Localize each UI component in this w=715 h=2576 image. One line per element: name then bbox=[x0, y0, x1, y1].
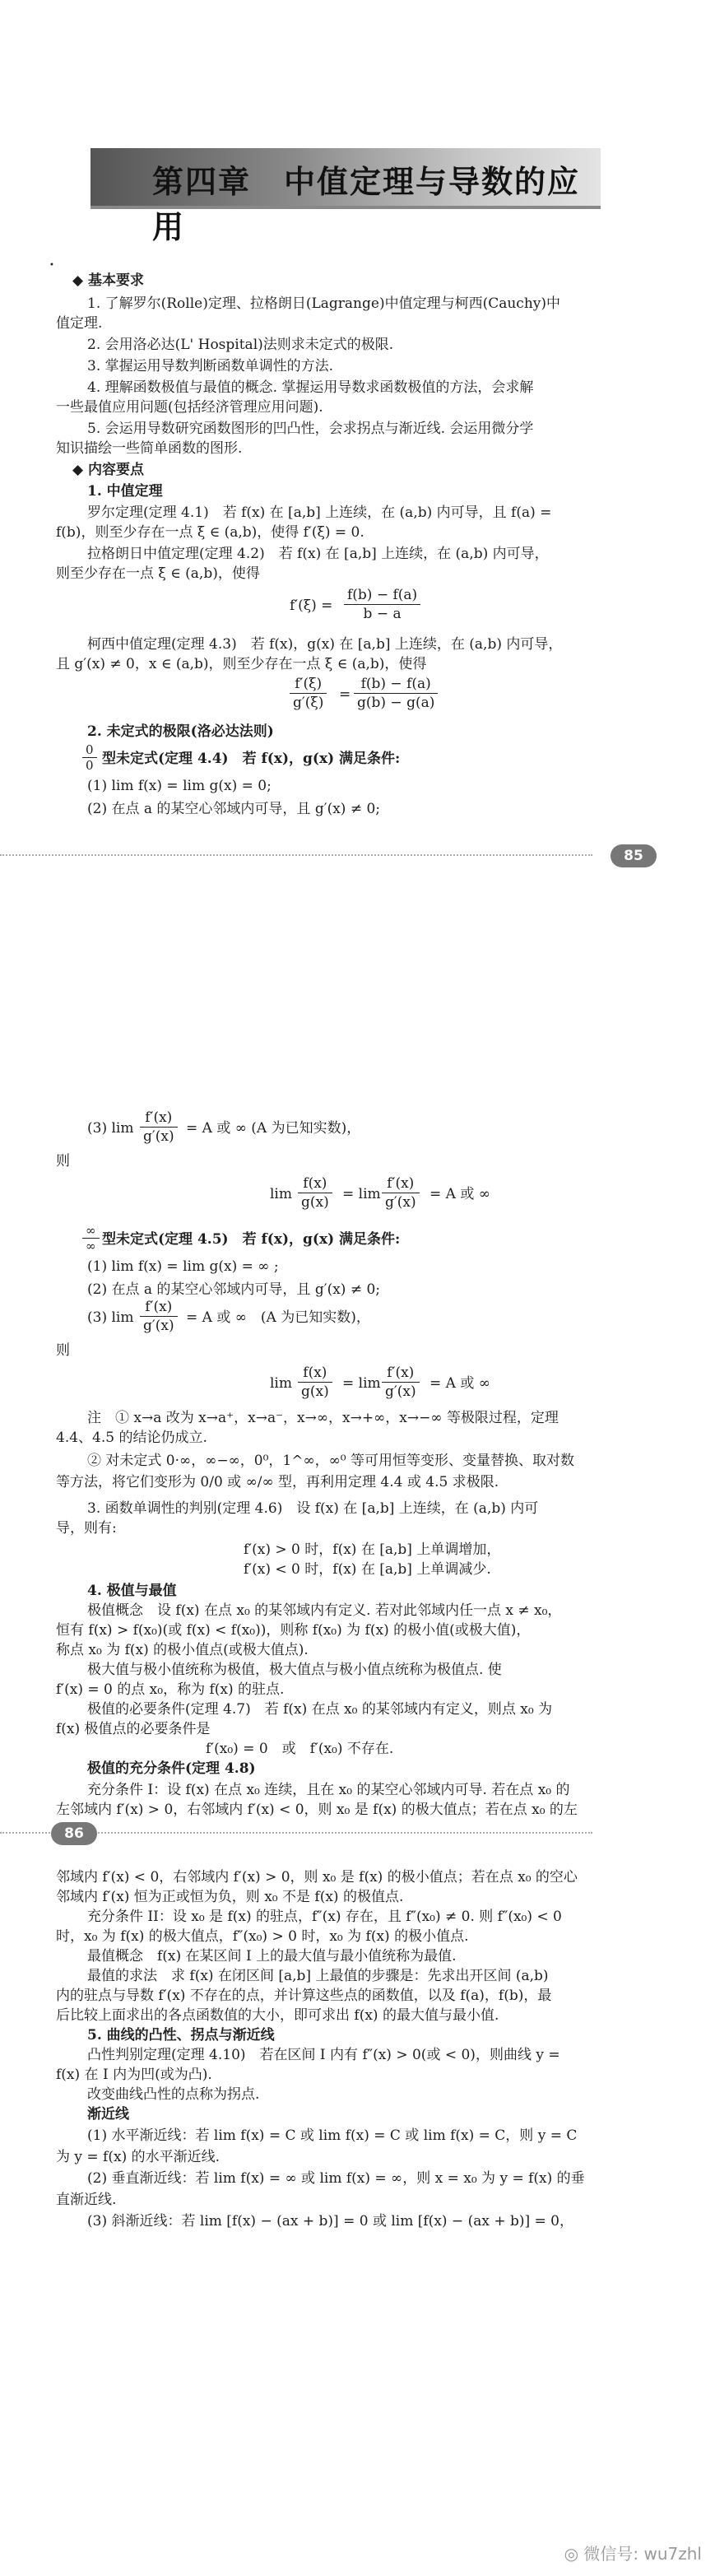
ext-c: 称点 x₀ 为 f(x) 的极小值点(或极大值点). bbox=[56, 1642, 309, 1658]
cauchy-left-fraction: $\frac{f'(\xi)}{g'(\xi)}$ bbox=[290, 675, 327, 712]
p3-line-13: 渐近线 bbox=[87, 2106, 129, 2123]
ext-b: 恒有 f(x) > f(x₀)(或 f(x) < f(x₀))，则称 f(x₀) 为 f(x) 的极小值(或极大值)， bbox=[56, 1622, 531, 1639]
req-5b: 知识描绘一些简单函数的图形. bbox=[56, 440, 243, 457]
lagrange-lhs: f′(ξ) = bbox=[290, 598, 333, 614]
req-2: 2. 会用洛必达(L' Hospital)法则求未定式的极限. bbox=[87, 337, 394, 353]
formula-1-lim: lim bbox=[270, 1186, 292, 1202]
inf-cond-1: (1) lim f(x) = lim g(x) = ∞ ; bbox=[87, 1258, 279, 1275]
p3-line-7: 内的驻点与导数 f′(x) 不存在的点，并计算这些点的函数值，以及 f(a)，f(b)，最 bbox=[56, 1988, 552, 2004]
cond-3-fraction: $\frac{f'(x)}{g'(x)}$ bbox=[140, 1109, 178, 1146]
lagrange-fraction: $\frac{f(b) - f(a)}{b - a}$ bbox=[344, 586, 420, 623]
p3-line-6: 最值的求法 求 f(x) 在闭区间 [a,b] 上最值的步骤是：先求出开区间 (a,b) bbox=[87, 1968, 549, 1984]
p3-line-3: 充分条件 II：设 x₀ 是 f(x) 的驻点，f″(x) 存在，且 f″(x₀) ≠ 0. 则 f″(x₀) < 0 bbox=[87, 1909, 562, 1925]
ext-e: f′(x) = 0 的点 x₀，称为 f(x) 的驻点. bbox=[56, 1681, 285, 1698]
page-number: 85 bbox=[611, 844, 657, 867]
p3-line-8: 后比较上面求出的各点函数值的大小，即可求出 f(x) 的最大值与最小值. bbox=[56, 2007, 499, 2024]
req-5a: 5. 会运用导数研究函数图形的凹凸性，会求拐点与渐近线. 会运用微分学 bbox=[87, 421, 534, 437]
page-86 bbox=[0, 1070, 715, 1698]
zero-zero-text: 型未定式(定理 4.4) 若 f(x)，g(x) 满足条件: bbox=[102, 751, 401, 767]
nec-a: 极值的必要条件(定理 4.7) 若 f(x) 在点 x₀ 的某邻域内有定义，则点 x₀ 为 bbox=[87, 1701, 553, 1718]
bullet-dot: • bbox=[49, 261, 54, 270]
mono-a: 3. 函数单调性的判别(定理 4.6) 设 f(x) 在 [a,b] 上连续，在 (a,b) 内可 bbox=[87, 1500, 539, 1517]
indeterminate-heading: 2. 未定式的极限(洛必达法则) bbox=[87, 723, 274, 740]
cauchy-equals: = bbox=[339, 686, 351, 703]
p3-line-14: (1) 水平渐近线：若 lim f(x) = C 或 lim f(x) = C 或 lim f(x) = C，则 y = C bbox=[87, 2127, 578, 2144]
suf1-a: 充分条件 I：设 f(x) 在点 x₀ 连续，且在 x₀ 的某空心邻域内可导. 若在点 x₀ 的 bbox=[87, 1782, 570, 1798]
p3-line-12: 改变曲线凸性的点称为拐点. bbox=[87, 2086, 260, 2103]
cauchy-b: 且 g′(x) ≠ 0，x ∈ (a,b)，则至少存在一点 ξ ∈ (a,b)，使得 bbox=[56, 656, 427, 672]
p3-line-15: 为 y = f(x) 的水平渐近线. bbox=[56, 2149, 221, 2165]
p3-line-11: f(x) 在 I 内为凹(或为凸). bbox=[56, 2067, 212, 2083]
then-1: 则 bbox=[56, 1153, 70, 1169]
lagrange-a: 拉格朗日中值定理(定理 4.2) 若 f(x) 在 [a,b] 上连续，在 (a,b) 内可导， bbox=[87, 546, 549, 562]
formula-2-frac-2: $\frac{f'(x)}{g'(x)}$ bbox=[382, 1364, 420, 1401]
mono-b: 导，则有: bbox=[56, 1520, 117, 1537]
cond-3-post: = A 或 ∞ (A 为已知实数)， bbox=[186, 1120, 361, 1137]
wechat-watermark: ◎ 微信号: wu7zhl bbox=[564, 2544, 702, 2564]
chapter-title-banner bbox=[91, 148, 601, 245]
mono-c2: f′(x) < 0 时，f(x) 在 [a,b] 上单调减少. bbox=[244, 1561, 491, 1578]
page-number-2: 86 bbox=[51, 1822, 97, 1845]
zero-zero-cond-2: (2) 在点 a 的某空心邻域内可导，且 g′(x) ≠ 0; bbox=[87, 801, 381, 817]
inf-cond-3-pre: (3) lim bbox=[87, 1309, 134, 1326]
ext-a: 极值概念 设 f(x) 在点 x₀ 的某邻域内有定义. 若对此邻域内任一点 x ≠ x₀， bbox=[87, 1602, 562, 1619]
basic-req-heading: ◆ 基本要求 bbox=[72, 272, 144, 289]
nec-b: f(x) 极值点的必要条件是 bbox=[56, 1721, 211, 1737]
rolle-b: f(b)，则至少存在一点 ξ ∈ (a,b)，使得 f′(ξ) = 0. bbox=[56, 524, 364, 541]
mono-c1: f′(x) > 0 时，f(x) 在 [a,b] 上单调增加， bbox=[244, 1541, 501, 1558]
formula-1-frac-1: $\frac{f(x)}{g(x)}$ bbox=[298, 1174, 332, 1211]
chapter-title: 第四章 中值定理与导数的应用 bbox=[152, 164, 581, 245]
inf-cond-3-fraction: $\frac{f'(x)}{g'(x)}$ bbox=[140, 1298, 178, 1335]
inf-cond-3-post: = A 或 ∞ (A 为已知实数)， bbox=[186, 1309, 370, 1326]
content-heading: ◆ 内容要点 bbox=[72, 462, 144, 478]
note-1b: 4.4、4.5 的结论仍成立. bbox=[56, 1430, 207, 1446]
p3-line-16: (2) 垂直渐近线：若 lim f(x) = ∞ 或 lim f(x) = ∞，则 x = x₀ 为 y = f(x) 的垂 bbox=[87, 2170, 585, 2187]
req-4b: 一些最值应用问题(包括经济管理应用问题). bbox=[56, 399, 323, 416]
req-1b: 值定理. bbox=[56, 315, 103, 332]
formula-1-frac-2: $\frac{f'(x)}{g'(x)}$ bbox=[382, 1174, 420, 1211]
req-3: 3. 掌握运用导数判断函数单调性的方法. bbox=[87, 358, 334, 374]
formula-1-post: = A 或 ∞ bbox=[429, 1186, 490, 1202]
p3-line-2: 邻域内 f′(x) 恒为正或恒为负，则 x₀ 不是 f(x) 的极值点. bbox=[56, 1889, 404, 1905]
note-1a: 注 ① x→a 改为 x→a⁺，x→a⁻，x→∞，x→+∞，x→−∞ 等极限过程，定理 bbox=[87, 1410, 559, 1426]
zero-zero-cond-1: (1) lim f(x) = lim g(x) = 0; bbox=[87, 778, 272, 794]
p3-line-17: 直渐近线. bbox=[56, 2192, 117, 2208]
req-4a: 4. 理解函数极值与最值的概念. 掌握运用导数求函数极值的方法，会求解 bbox=[87, 379, 534, 396]
suf1-b: 左邻域内 f′(x) > 0，右邻域内 f′(x) < 0，则 x₀ 是 f(x) 的极大值点；若在点 x₀ 的左 bbox=[56, 1802, 578, 1818]
suf-heading: 极值的充分条件(定理 4.8) bbox=[87, 1760, 256, 1777]
p3-line-5: 最值概念 f(x) 在某区间 I 上的最大值与最小值统称为最值. bbox=[87, 1948, 457, 1965]
cauchy-right-fraction: $\frac{f(b) - f(a)}{g(b) - g(a)}$ bbox=[354, 675, 438, 712]
inf-cond-2: (2) 在点 a 的某空心邻域内可导，且 g′(x) ≠ 0; bbox=[87, 1281, 381, 1298]
cond-3-pre: (3) lim bbox=[87, 1120, 134, 1137]
mvt-heading: 1. 中值定理 bbox=[87, 483, 163, 500]
zero-over-zero: $\frac{0}{0}$ bbox=[82, 742, 97, 773]
lagrange-b: 则至少存在一点 ξ ∈ (a,b)，使得 bbox=[56, 565, 260, 582]
p3-line-10: 凸性判别定理(定理 4.10) 若在区间 I 内有 f″(x) > 0(或 < 0)，则曲线 y = bbox=[87, 2047, 560, 2063]
formula-2-post: = A 或 ∞ bbox=[429, 1375, 490, 1392]
p3-line-9: 5. 曲线的凸性、拐点与渐近线 bbox=[87, 2027, 275, 2044]
formula-1-eq: = lim bbox=[342, 1186, 381, 1202]
page-85 bbox=[0, 0, 715, 967]
formula-2-frac-1: $\frac{f(x)}{g(x)}$ bbox=[298, 1364, 332, 1401]
ext-d: 极大值与极小值统称为极值，极大值点与极小值点统称为极值点. 使 bbox=[87, 1662, 502, 1678]
page-divider bbox=[0, 854, 592, 856]
req-1a: 1. 了解罗尔(Rolle)定理、拉格朗日(Lagrange)中值定理与柯西(Cauchy)中 bbox=[87, 295, 561, 312]
inf-inf-text: 型未定式(定理 4.5) 若 f(x)，g(x) 满足条件: bbox=[102, 1231, 401, 1248]
nec-c: f′(x₀) = 0 或 f′(x₀) 不存在. bbox=[206, 1741, 394, 1757]
inf-over-inf: ∞ ∞ bbox=[82, 1223, 100, 1253]
rolle-a: 罗尔定理(定理 4.1) 若 f(x) 在 [a,b] 上连续，在 (a,b) 内可导，且 f(a) = bbox=[87, 505, 552, 521]
formula-2-lim: lim bbox=[270, 1375, 292, 1392]
p3-line-4: 时，x₀ 为 f(x) 的极大值点，f″(x₀) > 0 时，x₀ 为 f(x) 的极小值点. bbox=[56, 1928, 469, 1945]
p3-line-1: 邻域内 f′(x) < 0，右邻域内 f′(x) > 0，则 x₀ 是 f(x) 的极小值点；若在点 x₀ 的空心 bbox=[56, 1869, 578, 1886]
extreme-heading: 4. 极值与最值 bbox=[87, 1583, 177, 1599]
p3-line-18: (3) 斜渐近线：若 lim [f(x) − (ax + b)] = 0 或 lim [f(x) − (ax + b)] = 0， bbox=[87, 2213, 573, 2230]
note-2b: 等方法，将它们变形为 0/0 或 ∞/∞ 型，再利用定理 4.4 或 4.5 求极限. bbox=[56, 1474, 499, 1490]
page-87 bbox=[0, 1782, 715, 2576]
note-2a: ② 对未定式 0·∞，∞−∞，0⁰，1^∞，∞⁰ 等可用恒等变形、变量替换、取对数 bbox=[87, 1453, 574, 1469]
formula-2-eq: = lim bbox=[342, 1375, 381, 1392]
cauchy-a: 柯西中值定理(定理 4.3) 若 f(x)，g(x) 在 [a,b] 上连续，在 (a,b) 内可导， bbox=[87, 636, 563, 653]
then-2: 则 bbox=[56, 1342, 70, 1359]
page-86-bottom bbox=[0, 1701, 715, 1786]
